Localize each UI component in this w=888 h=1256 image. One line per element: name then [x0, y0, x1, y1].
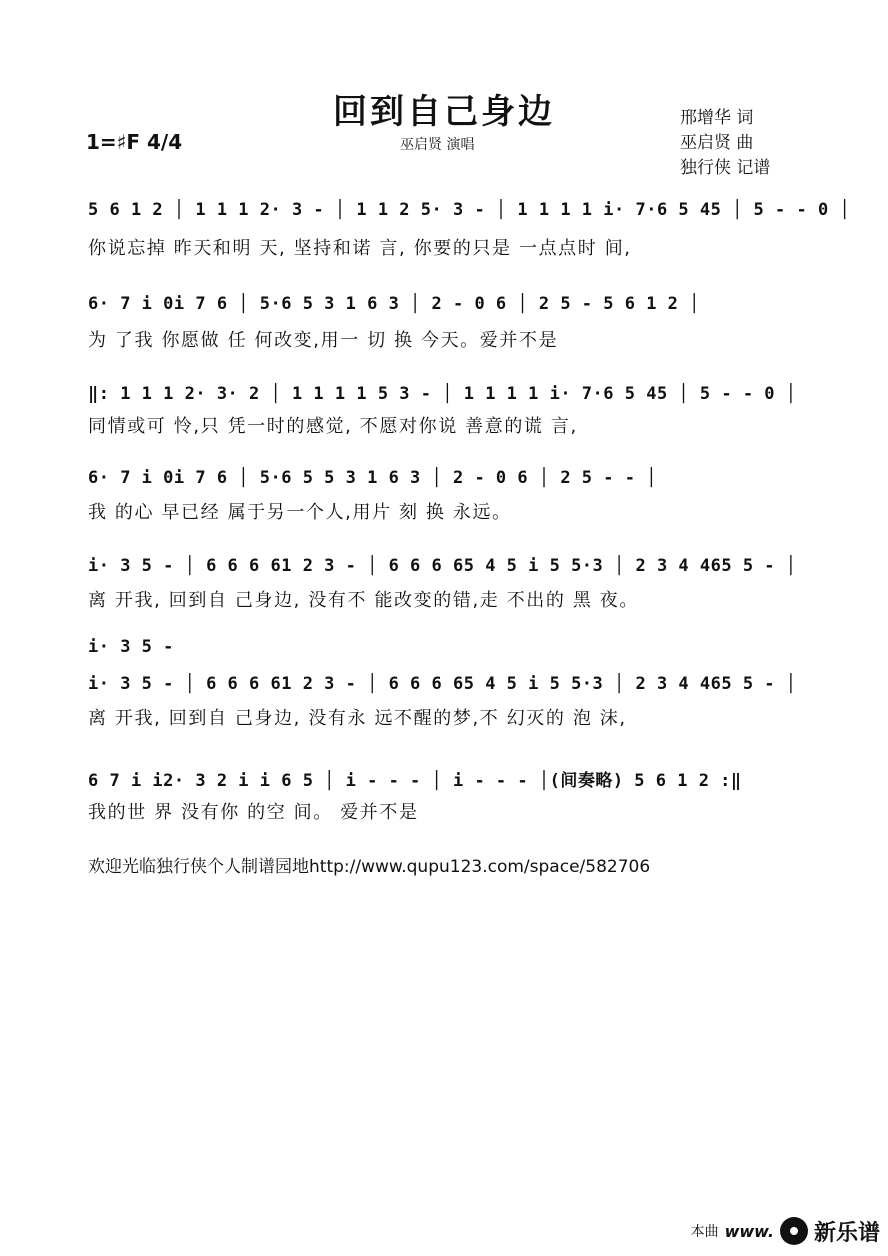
performer-credit: 巫启贤 演唱: [400, 137, 475, 153]
notation-line-8: 6 7 i i2· 3 2 i i 6 5 │ i - - - │ i - - - │(间奏略) 5 6 1 2 :‖: [88, 771, 742, 791]
notation-line-1: 5 6 1 2 │ 1 1 1 2· 3 - │ 1 1 2 5· 3 - │ 1 1 1 1 i· 7·6 5 45 │ 5 - - 0 │: [88, 200, 851, 220]
score-title: 回到自己身边: [333, 92, 555, 132]
lyric-line-5: 离 开我, 回到自 己身边, 没有不 能改变的错,走 不出的 黑 夜。: [88, 590, 639, 611]
notation-line-3: ‖: 1 1 1 2· 3· 2 │ 1 1 1 1 5 3 - │ 1 1 1 1 i· 7·6 5 45 │ 5 - - 0 │: [88, 384, 797, 404]
composer-credit: 巫启贤 曲: [680, 133, 754, 153]
watermark-url: www.: [724, 1221, 774, 1241]
lyric-line-3: 同情或可 怜,只 凭一时的感觉, 不愿对你说 善意的谎 言,: [88, 416, 578, 437]
notation-line-7: i· 3 5 - │ 6 6 6 61 2 3 - │ 6 6 6 65 4 5 i 5 5·3 │ 2 3 4 465 5 - │: [88, 674, 797, 694]
notation-line-4: 6· 7 i 0i 7 6 │ 5·6 5 5 3 1 6 3 │ 2 - 0 6 │ 2 5 - - │: [88, 468, 657, 488]
transcriber-credit: 独行侠 记谱: [680, 158, 771, 178]
lyric-line-7: 离 开我, 回到自 己身边, 没有永 远不醒的梦,不 幻灭的 泡 沫,: [88, 708, 627, 729]
lyric-line-8: 我的世 界 没有你 的空 间。 爱并不是: [88, 802, 419, 823]
credits-block: [680, 106, 770, 181]
notation-line-2: 6· 7 i 0i 7 6 │ 5·6 5 3 1 6 3 │ 2 - 0 6 │ 2 5 - 5 6 1 2 │: [88, 294, 700, 314]
watermark-prefix: 本曲: [690, 1224, 719, 1240]
footer-link[interactable]: 欢迎光临独行侠个人制谱园地http://www.qupu123.com/space/582706: [88, 857, 651, 877]
lyricist-credit: 邢增华 词: [680, 108, 754, 128]
key-signature: 1=♯F 4/4: [86, 130, 183, 154]
lyric-line-2: 为 了我 你愿做 任 何改变,用一 切 换 今天。爱并不是: [88, 330, 559, 351]
lyric-line-1: 你说忘掉 昨天和明 天, 坚持和诺 言, 你要的只是 一点点时 间,: [88, 238, 632, 259]
record-disc-icon: [780, 1217, 808, 1245]
notation-line-6: i· 3 5 -: [88, 637, 174, 657]
lyric-line-4: 我 的心 早已经 属于另一个人,用片 刻 换 永远。: [88, 502, 512, 523]
watermark: [691, 1216, 880, 1246]
watermark-name: 新乐谱: [813, 1220, 880, 1246]
notation-line-5: i· 3 5 - │ 6 6 6 61 2 3 - │ 6 6 6 65 4 5 i 5 5·3 │ 2 3 4 465 5 - │: [88, 556, 797, 576]
